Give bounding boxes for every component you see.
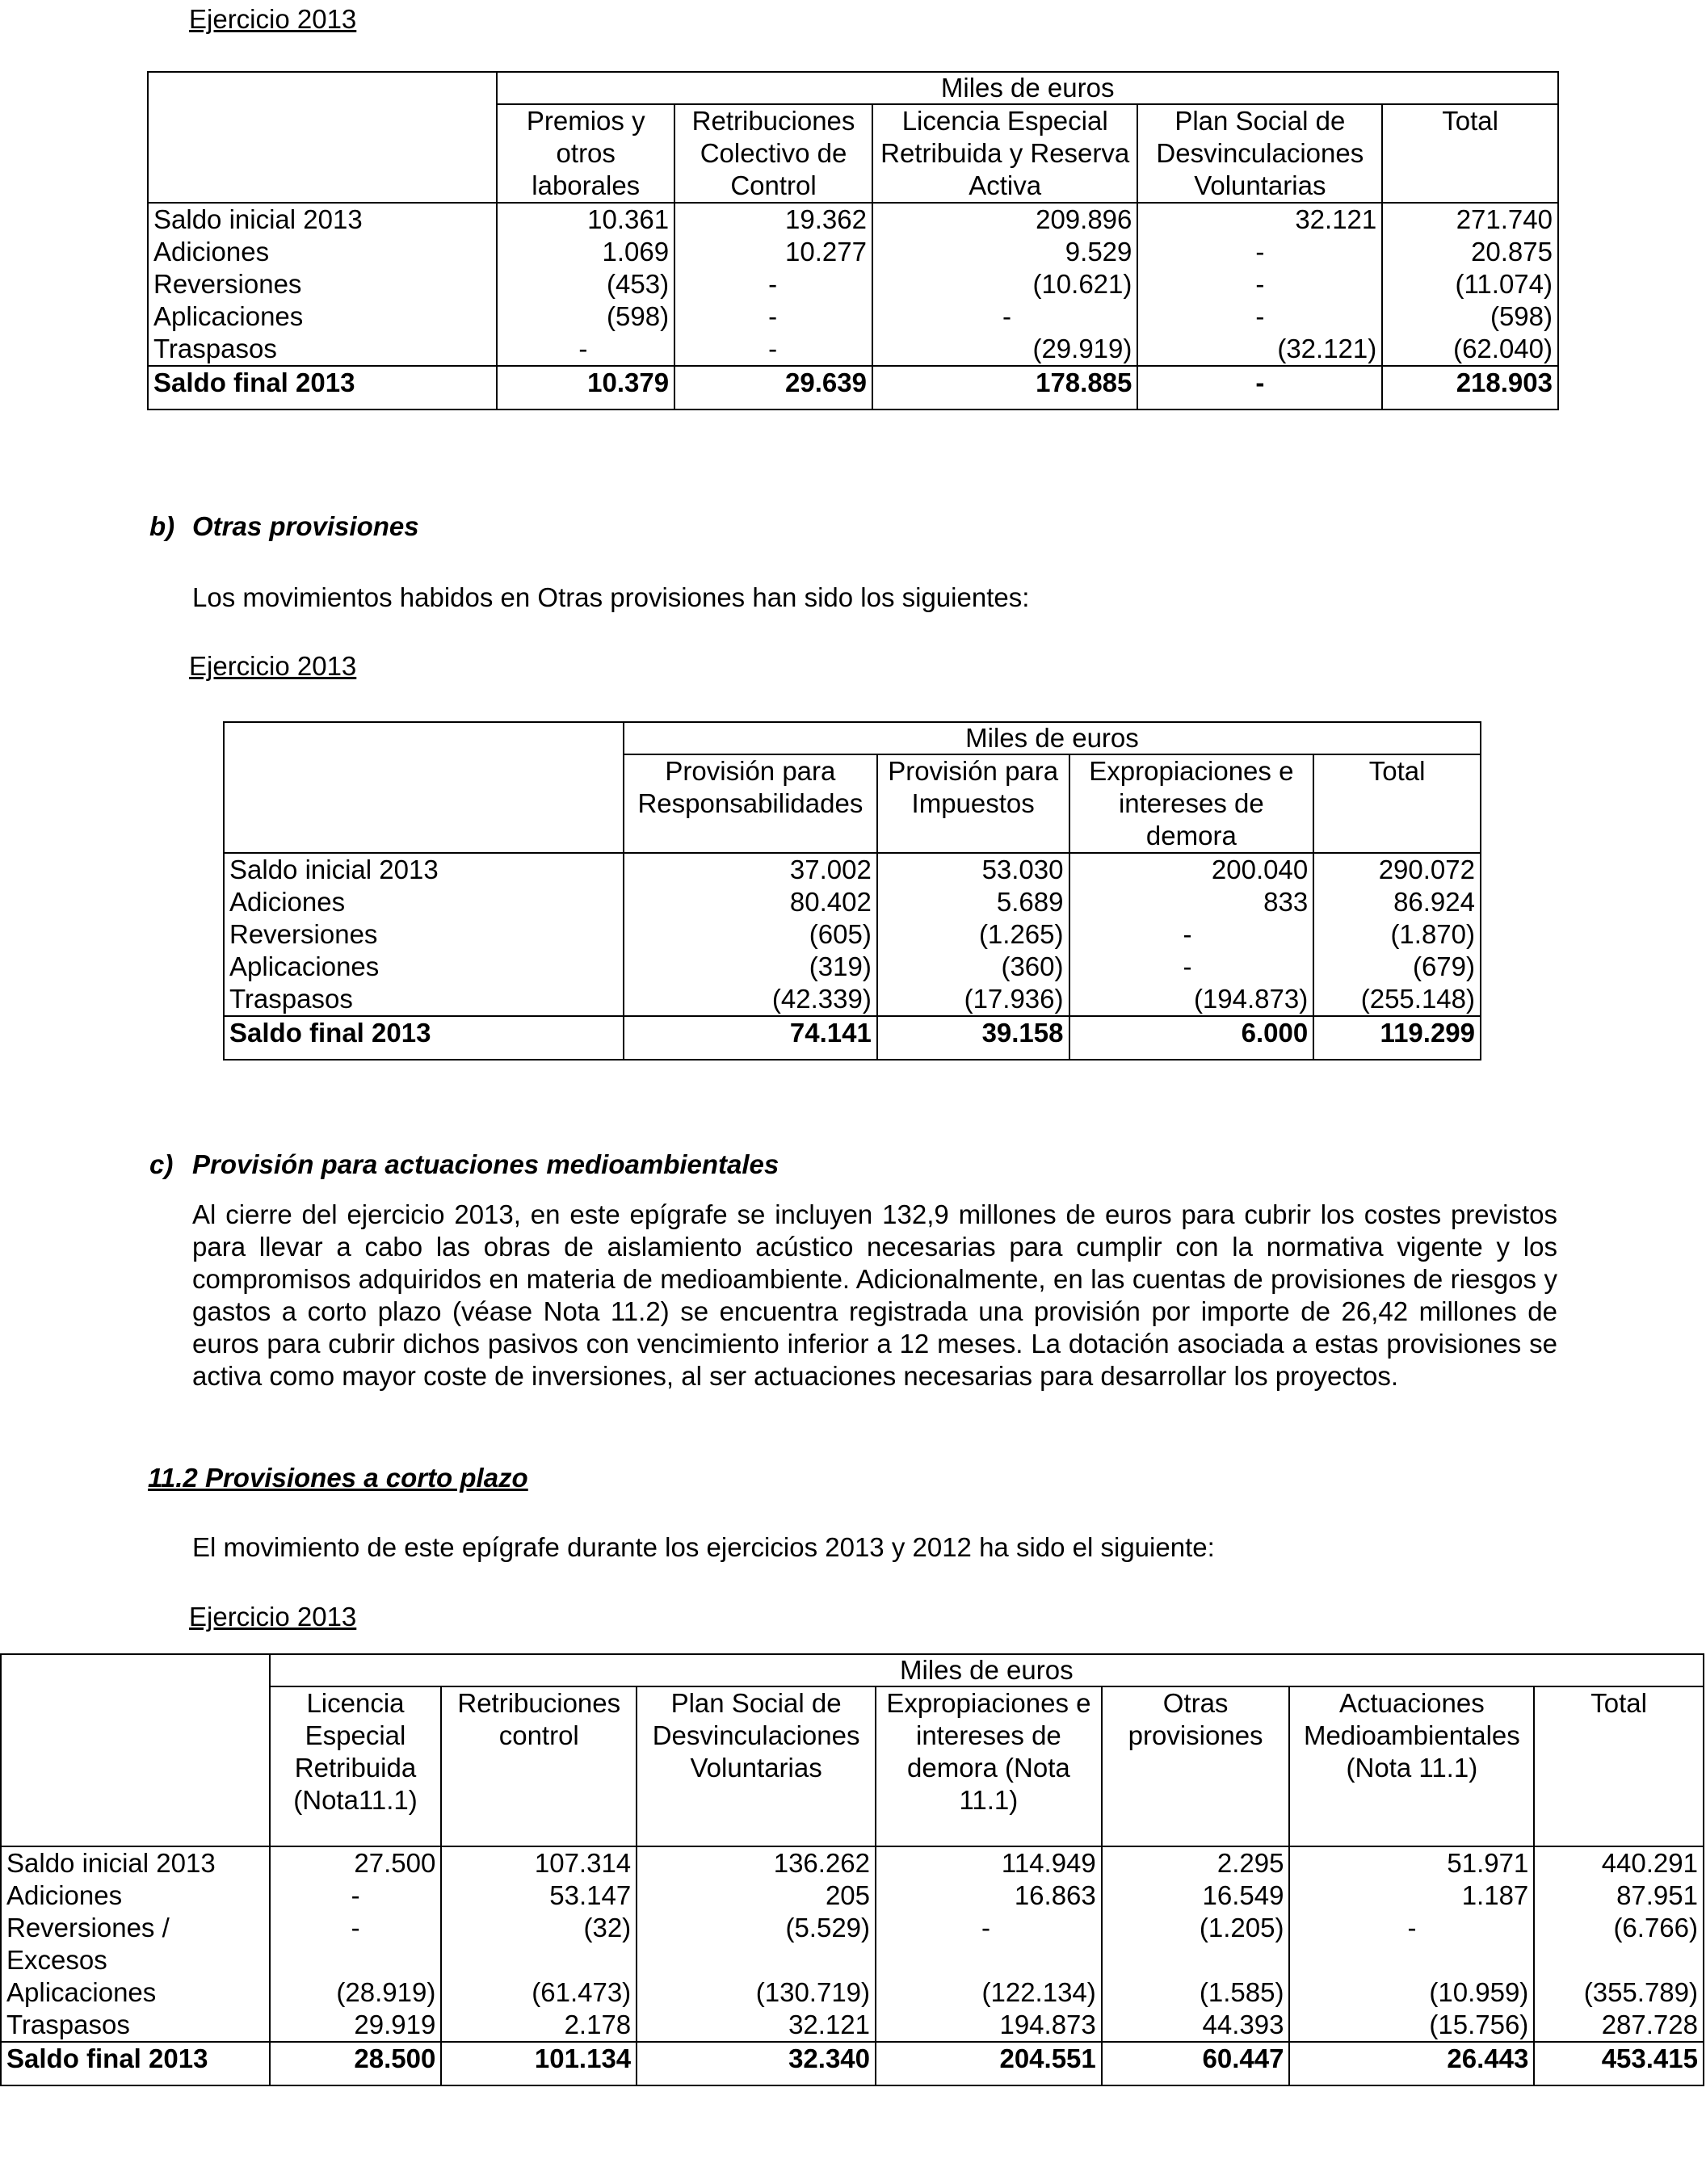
table-row-total [148, 366, 1558, 410]
cell: (32) [441, 1912, 637, 1976]
cell: (122.134) [876, 1976, 1102, 2009]
cell: 194.873 [876, 2009, 1102, 2042]
cell: (1.870) [1313, 918, 1481, 951]
cell: - [872, 300, 1137, 333]
cell: 209.896 [872, 203, 1137, 236]
row-label: Aplicaciones [1, 1976, 270, 2009]
table-row [1, 2009, 1704, 2042]
cell: - [1137, 236, 1382, 268]
section-c-title: Provisión para actuaciones medioambientales [192, 1149, 779, 1179]
cell: (360) [877, 951, 1069, 983]
table-row [224, 918, 1481, 951]
cell: 80.402 [624, 886, 877, 918]
cell: 2.295 [1102, 1846, 1290, 1880]
table3-stub [1, 1654, 270, 1846]
cell: 20.875 [1382, 236, 1558, 268]
row-label: Traspasos [1, 2009, 270, 2042]
table1 [147, 71, 1559, 410]
row-label: Adiciones [224, 886, 624, 918]
table3-caption: Ejercicio 2013 [189, 1602, 357, 1632]
cell: (29.919) [872, 333, 1137, 366]
table3-col-header: Actuaciones Medioambientales (Nota 11.1) [1289, 1686, 1534, 1846]
table-row-total [1, 2042, 1704, 2085]
table-row [1, 1846, 1704, 1880]
row-label: Traspasos [224, 983, 624, 1016]
table-row [224, 853, 1481, 886]
cell: - [674, 268, 872, 300]
row-label: Aplicaciones [148, 300, 497, 333]
table3-group-header: Miles de euros [270, 1654, 1704, 1686]
table-row [224, 983, 1481, 1016]
cell: (1.205) [1102, 1912, 1290, 1976]
table-row [148, 268, 1558, 300]
cell: 26.443 [1289, 2042, 1534, 2085]
table1-col-header: Total [1382, 104, 1558, 203]
table-row [224, 951, 1481, 983]
cell: - [1069, 918, 1314, 951]
cell: (42.339) [624, 983, 877, 1016]
table1-group-header: Miles de euros [497, 72, 1558, 104]
cell: 218.903 [1382, 366, 1558, 410]
cell: (598) [1382, 300, 1558, 333]
table-row-total [224, 1016, 1481, 1060]
cell: 44.393 [1102, 2009, 1290, 2042]
row-label: Aplicaciones [224, 951, 624, 983]
row-label: Saldo final 2013 [1, 2042, 270, 2085]
cell: 6.000 [1069, 1016, 1314, 1060]
cell: 1.069 [497, 236, 674, 268]
cell: 86.924 [1313, 886, 1481, 918]
table2-col-header: Provisión para Impuestos [877, 754, 1069, 853]
table-row [1, 1912, 1704, 1976]
cell: 53.147 [441, 1880, 637, 1912]
table-row [148, 236, 1558, 268]
table-row [148, 300, 1558, 333]
cell: (130.719) [637, 1976, 876, 2009]
cell: 16.549 [1102, 1880, 1290, 1912]
row-label: Saldo final 2013 [148, 366, 497, 410]
cell: 60.447 [1102, 2042, 1290, 2085]
table-row [1, 1880, 1704, 1912]
cell: 32.121 [1137, 203, 1382, 236]
cell: 29.639 [674, 366, 872, 410]
table3-col-header: Otras provisiones [1102, 1686, 1290, 1846]
cell: 28.500 [270, 2042, 442, 2085]
table2-col-header: Total [1313, 754, 1481, 853]
section-b-intro: Los movimientos habidos en Otras provisiones han sido los siguientes: [192, 582, 1030, 612]
cell: (255.148) [1313, 983, 1481, 1016]
cell: - [1137, 268, 1382, 300]
cell: (605) [624, 918, 877, 951]
cell: 136.262 [637, 1846, 876, 1880]
cell: 51.971 [1289, 1846, 1534, 1880]
table2-group-header: Miles de euros [624, 722, 1481, 754]
cell: (11.074) [1382, 268, 1558, 300]
table-row [148, 333, 1558, 366]
cell: (319) [624, 951, 877, 983]
table-row [148, 203, 1558, 236]
row-label: Saldo inicial 2013 [1, 1846, 270, 1880]
cell: 119.299 [1313, 1016, 1481, 1060]
table3-col-header: Licencia Especial Retribuida (Nota11.1) [270, 1686, 442, 1846]
cell: (61.473) [441, 1976, 637, 2009]
section-11-2-title: 11.2 Provisiones a corto plazo [148, 1463, 528, 1493]
cell: 287.728 [1534, 2009, 1704, 2042]
table3-col-header: Retribuciones control [441, 1686, 637, 1846]
cell: (1.265) [877, 918, 1069, 951]
cell: 1.187 [1289, 1880, 1534, 1912]
cell: 10.379 [497, 366, 674, 410]
row-label: Adiciones [148, 236, 497, 268]
row-label: Traspasos [148, 333, 497, 366]
cell: - [1137, 300, 1382, 333]
cell: 833 [1069, 886, 1314, 918]
table3-col-header: Expropiaciones e intereses de demora (Nota 11.1) [876, 1686, 1102, 1846]
cell: - [1069, 951, 1314, 983]
cell: 32.340 [637, 2042, 876, 2085]
table3-col-header: Plan Social de Desvinculaciones Voluntarias [637, 1686, 876, 1846]
table2-stub [224, 722, 624, 853]
row-label: Adiciones [1, 1880, 270, 1912]
cell: - [1137, 366, 1382, 410]
cell: - [270, 1880, 442, 1912]
cell: 453.415 [1534, 2042, 1704, 2085]
section-b-letter: b) [149, 511, 175, 541]
cell: - [1289, 1912, 1534, 1976]
cell: (15.756) [1289, 2009, 1534, 2042]
cell: 107.314 [441, 1846, 637, 1880]
table3-col-header: Total [1534, 1686, 1704, 1846]
row-label: Reversiones [148, 268, 497, 300]
table2-col-header: Expropiaciones e intereses de demora [1069, 754, 1314, 853]
table2-col-header: Provisión para Responsabilidades [624, 754, 877, 853]
cell: 114.949 [876, 1846, 1102, 1880]
section-11-2-intro: El movimiento de este epígrafe durante los ejercicios 2013 y 2012 ha sido el siguiente: [192, 1532, 1215, 1562]
cell: (598) [497, 300, 674, 333]
cell: (6.766) [1534, 1912, 1704, 1976]
row-label: Reversiones / Excesos [1, 1912, 270, 1976]
cell: 290.072 [1313, 853, 1481, 886]
cell: (1.585) [1102, 1976, 1290, 2009]
cell: 32.121 [637, 2009, 876, 2042]
row-label: Saldo inicial 2013 [148, 203, 497, 236]
table-row [1, 1976, 1704, 2009]
cell: 16.863 [876, 1880, 1102, 1912]
table-row [224, 886, 1481, 918]
cell: 74.141 [624, 1016, 877, 1060]
cell: - [674, 300, 872, 333]
cell: (10.959) [1289, 1976, 1534, 2009]
cell: - [876, 1912, 1102, 1976]
cell: 204.551 [876, 2042, 1102, 2085]
table2 [223, 721, 1481, 1060]
cell: - [497, 333, 674, 366]
cell: (32.121) [1137, 333, 1382, 366]
table2-caption: Ejercicio 2013 [189, 651, 357, 681]
table1-col-header: Retribuciones Colectivo de Control [674, 104, 872, 203]
cell: (10.621) [872, 268, 1137, 300]
cell: 53.030 [877, 853, 1069, 886]
section-c-body: Al cierre del ejercicio 2013, en este epígrafe se incluyen 132,9 millones de euros para cubrir los costes previstos para llevar a cabo las obras de aislamiento acústico necesarias para cumplir con la normativa vigente y los compromisos adquiridos en materia de medioambiente. Adicionalmente, en las cuentas de provisiones de riesgos y gastos a corto plazo (véase Nota 11.2) se encuentra registrada una provisión por importe de 26,42 millones de euros para cubrir dichos pasivos con vencimiento inferior a 12 meses. La dotación asociada a estas provisiones se activa como mayor coste de inversiones, al ser actuaciones necesarias para desarrollar los proyectos. [192, 1199, 1557, 1391]
table1-col-header: Licencia Especial Retribuida y Reserva Activa [872, 104, 1137, 203]
cell: 27.500 [270, 1846, 442, 1880]
cell: 200.040 [1069, 853, 1314, 886]
cell: 9.529 [872, 236, 1137, 268]
section-b-title: Otras provisiones [192, 511, 419, 541]
cell: 178.885 [872, 366, 1137, 410]
cell: 2.178 [441, 2009, 637, 2042]
cell: - [270, 1912, 442, 1976]
cell: (17.936) [877, 983, 1069, 1016]
row-label: Saldo final 2013 [224, 1016, 624, 1060]
cell: - [674, 333, 872, 366]
table1-stub [148, 72, 497, 203]
cell: 101.134 [441, 2042, 637, 2085]
cell: 19.362 [674, 203, 872, 236]
cell: (194.873) [1069, 983, 1314, 1016]
cell: 5.689 [877, 886, 1069, 918]
cell: (679) [1313, 951, 1481, 983]
table1-col-header: Plan Social de Desvinculaciones Voluntarias [1137, 104, 1382, 203]
table1-col-header: Premios y otros laborales [497, 104, 674, 203]
cell: (355.789) [1534, 1976, 1704, 2009]
cell: 10.361 [497, 203, 674, 236]
cell: 205 [637, 1880, 876, 1912]
cell: (28.919) [270, 1976, 442, 2009]
cell: 271.740 [1382, 203, 1558, 236]
row-label: Saldo inicial 2013 [224, 853, 624, 886]
cell: (62.040) [1382, 333, 1558, 366]
cell: (453) [497, 268, 674, 300]
cell: 10.277 [674, 236, 872, 268]
cell: 37.002 [624, 853, 877, 886]
table1-caption: Ejercicio 2013 [189, 4, 357, 34]
cell: 29.919 [270, 2009, 442, 2042]
cell: 87.951 [1534, 1880, 1704, 1912]
table3 [0, 1653, 1704, 2086]
row-label: Reversiones [224, 918, 624, 951]
cell: 440.291 [1534, 1846, 1704, 1880]
cell: (5.529) [637, 1912, 876, 1976]
section-c-letter: c) [149, 1149, 174, 1179]
cell: 39.158 [877, 1016, 1069, 1060]
